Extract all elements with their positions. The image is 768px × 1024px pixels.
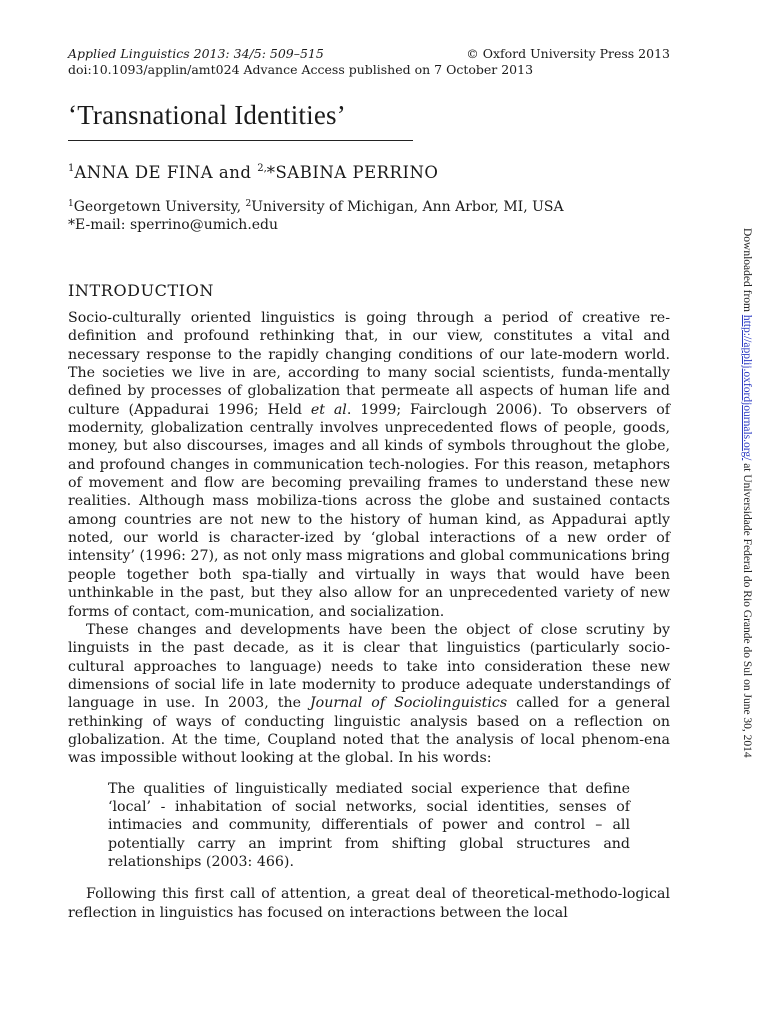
journal-name-italic: Journal of Sociolinguistics xyxy=(310,695,508,712)
affil2-superscript: 2 xyxy=(245,199,252,209)
et-al-italic: et al xyxy=(310,401,347,418)
copyright-notice: © Oxford University Press 2013 xyxy=(466,46,670,61)
paragraph-3: Following this first call of attention, a great deal of theoretical-methodo-logical reflection in linguistics has focused on interactions between the local xyxy=(68,886,670,921)
download-sidebar xyxy=(741,228,753,758)
author-conjunction: and xyxy=(213,163,258,182)
author1-name: ANNA DE FINA xyxy=(74,163,214,182)
author2-superscript: 2, xyxy=(257,163,267,174)
paragraph-1-text-b: . 1999; Fairclough 2006). To observers of modernity, globalization centrally involves unprecedented flows of people, goods, money, but also discourses, images and all kinds of symbols throughout the globe, and profound changes in communication tech-nologies. For this reason, metaphors of movement and flow are becoming prevailing frames to understand these new realities. Although mass mobiliza-tions across the globe and sustained contacts among countries are not new to the history of human kind, as Appadurai aptly noted, our world is character-ized by ‘global interactions of a new order of intensity’ (1996: 27), as not only mass migrations and global communications bring people together both spa-tially and virtually in ways that would have been unthinkable in the past, but they also allow for an unprecedented variety of new forms of contact, com-munication, and socialization. xyxy=(68,401,670,620)
affil1-superscript: 1 xyxy=(68,199,74,209)
sidebar-prefix: Downloaded from xyxy=(741,228,753,315)
sidebar-suffix: at Universidade Federal do Rio Grande do Sul on June 30, 2014 xyxy=(741,460,753,758)
contact-email: *E-mail: sperrino@umich.edu xyxy=(68,217,279,233)
running-header xyxy=(68,46,670,78)
article-body xyxy=(68,309,670,922)
journal-citation: Applied Linguistics 2013: 34/5: 509–515 xyxy=(68,46,324,61)
section-heading: INTRODUCTION xyxy=(68,281,215,300)
doi-line: doi:10.1093/applin/amt024 Advance Access published on 7 October 2013 xyxy=(68,62,534,77)
author2-name: *SABINA PERRINO xyxy=(266,163,439,182)
affiliation-1: Georgetown University, xyxy=(73,199,246,215)
title-divider xyxy=(68,140,413,141)
journal-link[interactable]: http://applij.oxfordjournals.org/ xyxy=(741,314,753,461)
paragraph-2 xyxy=(68,621,670,768)
paragraph-2-text-a: These changes and developments have been the object of close scrutiny by linguists in the past decade, as it is clear that linguistics (particularly socio-cultural approaches to language) needs to take into consideration these new dimensions of social life in late modernity to produce adequate understandings of language in use. In 2003, the xyxy=(68,621,670,712)
paragraph-1 xyxy=(68,309,670,621)
affiliation-2: University of Michigan, Ann Arbor, MI, USA xyxy=(251,199,564,215)
paragraph-2-text-b: called for a general rethinking of ways of conducting linguistic analysis based on a reflection on globalization. At the time, Coupland noted that the analysis of local phenom-ena was impossible without looking at the global. In his words: xyxy=(68,695,670,767)
author-line xyxy=(68,163,438,182)
article-title: ‘Transnational Identities’ xyxy=(68,100,346,130)
affiliations xyxy=(68,195,564,234)
author1-superscript: 1 xyxy=(68,163,75,174)
paragraph-1-text-a: Socio-culturally oriented linguistics is going through a period of creative re-definition and profound rethinking that, in our view, constitutes a vital and necessary response to the rapidly changing conditions of our late-modern world. The societies we live in are, according to many social scientists, funda-mentally defined by processes of globalization that permeate all aspects of human life and culture (Appadurai 1996; Held xyxy=(68,310,670,418)
block-quote: The qualities of linguistically mediated social experience that define ‘local’ - inhabitation of social networks, social identities, senses of intimacies and community, differentials of power and control – all potentially carry an imprint from shifting global structures and relationships (2003: 466). xyxy=(108,780,630,870)
